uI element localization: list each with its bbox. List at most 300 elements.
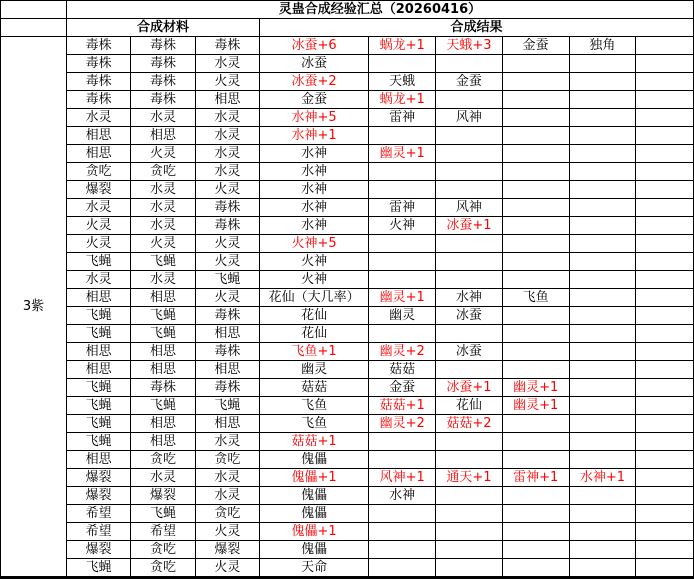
- material-cell[interactable]: 贪吃: [131, 559, 195, 577]
- table-row: [1, 397, 694, 415]
- result-cell[interactable]: [636, 253, 694, 271]
- result-cell[interactable]: [502, 361, 569, 379]
- result-cell[interactable]: 飞鱼+1: [260, 343, 369, 361]
- result-cell[interactable]: 幽灵+1: [369, 289, 436, 307]
- result-cell[interactable]: [569, 487, 635, 505]
- material-cell[interactable]: 贪吃: [131, 541, 195, 559]
- material-cell[interactable]: 毒株: [131, 379, 195, 397]
- table-row: [1, 145, 694, 163]
- material-cell[interactable]: 毒株: [195, 199, 259, 217]
- result-cell[interactable]: [502, 523, 569, 541]
- material-cell[interactable]: 飞蝇: [131, 397, 195, 415]
- material-cell[interactable]: 水灵: [131, 199, 195, 217]
- result-cell[interactable]: 水神+1: [569, 469, 635, 487]
- material-cell[interactable]: 相思: [195, 361, 259, 379]
- table-row: [1, 235, 694, 253]
- result-cell[interactable]: 冰蚕+6: [260, 37, 369, 55]
- result-cell[interactable]: [636, 271, 694, 289]
- material-cell[interactable]: 爆裂: [66, 469, 130, 487]
- material-cell[interactable]: 相思: [131, 415, 195, 433]
- result-cell[interactable]: 菇菇: [369, 361, 436, 379]
- result-cell[interactable]: [569, 379, 635, 397]
- result-cell[interactable]: [569, 523, 635, 541]
- result-cell[interactable]: 火神+5: [260, 235, 369, 253]
- material-cell[interactable]: 火灵: [195, 73, 259, 91]
- material-cell[interactable]: 相思: [66, 127, 130, 145]
- result-cell[interactable]: [569, 559, 635, 577]
- result-cell[interactable]: 菇菇+2: [436, 415, 502, 433]
- result-cell[interactable]: [636, 487, 694, 505]
- result-cell[interactable]: [436, 541, 502, 559]
- result-cell[interactable]: 雷神: [369, 109, 436, 127]
- material-cell[interactable]: 希望: [66, 505, 130, 523]
- material-cell[interactable]: 水灵: [131, 109, 195, 127]
- material-cell[interactable]: 爆裂: [66, 541, 130, 559]
- material-cell[interactable]: 相思: [131, 343, 195, 361]
- corner-cell[interactable]: [1, 1, 67, 19]
- result-cell[interactable]: [436, 487, 502, 505]
- material-cell[interactable]: 水灵: [195, 55, 259, 73]
- result-cell[interactable]: [502, 415, 569, 433]
- material-cell[interactable]: 水灵: [195, 469, 259, 487]
- result-cell[interactable]: 水神: [260, 217, 369, 235]
- result-cell[interactable]: [636, 235, 694, 253]
- result-cell[interactable]: 蜗龙+1: [369, 37, 436, 55]
- result-cell[interactable]: [569, 451, 635, 469]
- table-row: [1, 253, 694, 271]
- result-cell[interactable]: 菇菇: [260, 379, 369, 397]
- material-cell[interactable]: 水灵: [195, 433, 259, 451]
- result-cell[interactable]: [569, 91, 635, 109]
- result-cell[interactable]: 蜗龙+1: [369, 91, 436, 109]
- result-cell[interactable]: [569, 361, 635, 379]
- result-cell[interactable]: [636, 109, 694, 127]
- result-cell[interactable]: [502, 199, 569, 217]
- result-cell[interactable]: [369, 271, 436, 289]
- result-cell[interactable]: [636, 217, 694, 235]
- material-cell[interactable]: 水灵: [131, 469, 195, 487]
- result-cell[interactable]: [502, 541, 569, 559]
- result-cell[interactable]: 天蛾+3: [436, 37, 502, 55]
- result-cell[interactable]: [502, 253, 569, 271]
- result-cell[interactable]: [502, 163, 569, 181]
- table-row: [1, 523, 694, 541]
- result-cell[interactable]: [569, 127, 635, 145]
- result-cell[interactable]: [369, 505, 436, 523]
- result-cell[interactable]: [569, 163, 635, 181]
- result-cell[interactable]: [502, 505, 569, 523]
- result-cell[interactable]: 通天+1: [436, 469, 502, 487]
- result-cell[interactable]: [636, 523, 694, 541]
- material-cell[interactable]: 希望: [131, 523, 195, 541]
- result-cell[interactable]: 水神: [369, 487, 436, 505]
- material-cell[interactable]: 相思: [195, 91, 259, 109]
- result-cell[interactable]: 幽灵+2: [369, 415, 436, 433]
- result-cell[interactable]: [436, 55, 502, 73]
- result-cell[interactable]: [369, 541, 436, 559]
- table-row: [1, 343, 694, 361]
- result-cell[interactable]: [636, 145, 694, 163]
- result-cell[interactable]: 水神: [260, 145, 369, 163]
- material-cell[interactable]: 贪吃: [131, 451, 195, 469]
- material-cell[interactable]: 相思: [131, 289, 195, 307]
- table-row: [1, 163, 694, 181]
- result-cell[interactable]: [636, 73, 694, 91]
- result-cell[interactable]: 飞鱼: [260, 397, 369, 415]
- material-cell[interactable]: 毒株: [131, 37, 195, 55]
- result-cell[interactable]: 冰蚕+1: [436, 379, 502, 397]
- result-cell[interactable]: [436, 559, 502, 577]
- result-cell[interactable]: [502, 235, 569, 253]
- result-cell[interactable]: [569, 325, 635, 343]
- result-cell[interactable]: [502, 433, 569, 451]
- material-cell[interactable]: 火灵: [131, 145, 195, 163]
- material-cell[interactable]: 飞蝇: [131, 325, 195, 343]
- material-cell[interactable]: 爆裂: [195, 541, 259, 559]
- table-row: [1, 307, 694, 325]
- material-cell[interactable]: 水灵: [66, 271, 130, 289]
- material-cell[interactable]: 飞蝇: [195, 397, 259, 415]
- result-cell[interactable]: [436, 523, 502, 541]
- material-cell[interactable]: 飞蝇: [131, 307, 195, 325]
- material-cell[interactable]: 火灵: [131, 235, 195, 253]
- table-row: [1, 91, 694, 109]
- material-cell[interactable]: 相思: [131, 433, 195, 451]
- result-cell[interactable]: [636, 343, 694, 361]
- material-cell[interactable]: 毒株: [195, 379, 259, 397]
- result-cell[interactable]: [436, 127, 502, 145]
- result-cell[interactable]: [502, 145, 569, 163]
- result-cell[interactable]: [569, 289, 635, 307]
- material-cell[interactable]: 爆裂: [66, 487, 130, 505]
- result-cell[interactable]: 花仙: [436, 397, 502, 415]
- table-row: [1, 469, 694, 487]
- material-cell[interactable]: 飞蝇: [66, 379, 130, 397]
- result-cell[interactable]: [569, 415, 635, 433]
- table-row: [1, 73, 694, 91]
- result-cell[interactable]: [436, 253, 502, 271]
- result-cell[interactable]: [636, 451, 694, 469]
- result-cell[interactable]: [636, 397, 694, 415]
- result-cell[interactable]: 水神+5: [260, 109, 369, 127]
- result-cell[interactable]: 金蚕: [260, 91, 369, 109]
- sheet-title[interactable]: 灵蛊合成经验汇总（20260416）: [66, 1, 693, 19]
- result-cell[interactable]: 飞鱼: [260, 415, 369, 433]
- result-cell[interactable]: [636, 289, 694, 307]
- table-row: [1, 433, 694, 451]
- result-cell[interactable]: [369, 253, 436, 271]
- result-cell[interactable]: [436, 451, 502, 469]
- table-row: [1, 559, 694, 577]
- result-cell[interactable]: 幽灵+1: [502, 397, 569, 415]
- result-cell[interactable]: 火神: [369, 217, 436, 235]
- corner-cell-2[interactable]: [1, 19, 67, 37]
- result-cell[interactable]: 金蚕: [369, 379, 436, 397]
- result-cell[interactable]: 傀儡: [260, 541, 369, 559]
- material-cell[interactable]: 火灵: [195, 289, 259, 307]
- material-cell[interactable]: 贪吃: [195, 451, 259, 469]
- result-cell[interactable]: 幽灵+2: [369, 343, 436, 361]
- result-cell[interactable]: [636, 379, 694, 397]
- material-cell[interactable]: 水灵: [131, 271, 195, 289]
- material-cell[interactable]: 相思: [195, 415, 259, 433]
- result-cell[interactable]: [502, 325, 569, 343]
- material-cell[interactable]: 飞蝇: [66, 433, 130, 451]
- material-cell[interactable]: 毒株: [195, 307, 259, 325]
- result-cell[interactable]: 水神: [260, 181, 369, 199]
- material-cell[interactable]: 相思: [66, 289, 130, 307]
- material-cell[interactable]: 相思: [131, 127, 195, 145]
- material-cell[interactable]: 飞蝇: [66, 559, 130, 577]
- material-cell[interactable]: 水灵: [195, 145, 259, 163]
- material-cell[interactable]: 毒株: [131, 73, 195, 91]
- result-cell[interactable]: [569, 307, 635, 325]
- result-cell[interactable]: [502, 451, 569, 469]
- result-cell[interactable]: [436, 271, 502, 289]
- result-cell[interactable]: [569, 271, 635, 289]
- result-cell[interactable]: [502, 307, 569, 325]
- material-cell[interactable]: 希望: [66, 523, 130, 541]
- material-cell[interactable]: 飞蝇: [66, 307, 130, 325]
- result-cell[interactable]: 水神: [260, 199, 369, 217]
- result-cell[interactable]: 冰蚕: [436, 343, 502, 361]
- result-cell[interactable]: [436, 325, 502, 343]
- result-cell[interactable]: [436, 235, 502, 253]
- material-cell[interactable]: 毒株: [195, 343, 259, 361]
- result-cell[interactable]: 幽灵: [260, 361, 369, 379]
- material-cell[interactable]: 毒株: [195, 217, 259, 235]
- table-row: [1, 181, 694, 199]
- result-cell[interactable]: [636, 127, 694, 145]
- result-cell[interactable]: [569, 505, 635, 523]
- result-cell[interactable]: [369, 523, 436, 541]
- material-cell[interactable]: 火灵: [195, 253, 259, 271]
- result-cell[interactable]: 花仙（大几率）: [260, 289, 369, 307]
- result-cell[interactable]: [636, 433, 694, 451]
- result-cell[interactable]: 冰蚕+1: [436, 217, 502, 235]
- material-cell[interactable]: 毒株: [66, 91, 130, 109]
- result-cell[interactable]: 傀儡+1: [260, 469, 369, 487]
- material-cell[interactable]: 水灵: [195, 127, 259, 145]
- material-cell[interactable]: 飞蝇: [131, 253, 195, 271]
- result-cell[interactable]: [502, 217, 569, 235]
- result-cell[interactable]: 天蛾: [369, 73, 436, 91]
- result-cell[interactable]: 独角: [569, 37, 635, 55]
- result-cell[interactable]: [369, 559, 436, 577]
- material-cell[interactable]: 水灵: [66, 109, 130, 127]
- result-cell[interactable]: 傀儡: [260, 487, 369, 505]
- result-cell[interactable]: [636, 505, 694, 523]
- header-materials[interactable]: 合成材料: [66, 19, 259, 37]
- result-cell[interactable]: [436, 505, 502, 523]
- material-cell[interactable]: 毒株: [66, 37, 130, 55]
- result-cell[interactable]: 冰蚕+2: [260, 73, 369, 91]
- result-cell[interactable]: [636, 181, 694, 199]
- material-cell[interactable]: 相思: [66, 343, 130, 361]
- result-cell[interactable]: [502, 343, 569, 361]
- material-cell[interactable]: 爆裂: [66, 181, 130, 199]
- result-cell[interactable]: 傀儡: [260, 451, 369, 469]
- result-cell[interactable]: [569, 181, 635, 199]
- material-cell[interactable]: 贪吃: [195, 505, 259, 523]
- result-cell[interactable]: [636, 37, 694, 55]
- material-cell[interactable]: 火灵: [195, 235, 259, 253]
- result-cell[interactable]: [369, 451, 436, 469]
- material-cell[interactable]: 相思: [195, 325, 259, 343]
- material-cell[interactable]: 毒株: [131, 91, 195, 109]
- result-cell[interactable]: [636, 199, 694, 217]
- material-cell[interactable]: 火灵: [66, 235, 130, 253]
- result-cell[interactable]: 雷神+1: [502, 469, 569, 487]
- material-cell[interactable]: 相思: [131, 361, 195, 379]
- result-cell[interactable]: [569, 433, 635, 451]
- result-cell[interactable]: 风神: [436, 199, 502, 217]
- material-cell[interactable]: 火灵: [66, 217, 130, 235]
- result-cell[interactable]: [569, 145, 635, 163]
- result-cell[interactable]: [569, 73, 635, 91]
- result-cell[interactable]: [502, 559, 569, 577]
- result-cell[interactable]: [502, 109, 569, 127]
- result-cell[interactable]: [636, 307, 694, 325]
- result-cell[interactable]: [436, 433, 502, 451]
- result-cell[interactable]: 花仙: [260, 307, 369, 325]
- result-cell[interactable]: [502, 55, 569, 73]
- result-cell[interactable]: [569, 55, 635, 73]
- result-cell[interactable]: [502, 271, 569, 289]
- material-cell[interactable]: 飞蝇: [195, 271, 259, 289]
- result-cell[interactable]: 雷神: [369, 199, 436, 217]
- material-cell[interactable]: 飞蝇: [66, 415, 130, 433]
- material-cell[interactable]: 爆裂: [131, 487, 195, 505]
- result-cell[interactable]: [369, 325, 436, 343]
- result-cell[interactable]: 水神: [260, 163, 369, 181]
- result-cell[interactable]: [369, 163, 436, 181]
- result-cell[interactable]: [636, 163, 694, 181]
- material-cell[interactable]: 毒株: [131, 55, 195, 73]
- result-cell[interactable]: 菇菇+1: [260, 433, 369, 451]
- result-cell[interactable]: 火神: [260, 271, 369, 289]
- result-cell[interactable]: [636, 91, 694, 109]
- result-cell[interactable]: 金蚕: [436, 73, 502, 91]
- result-cell[interactable]: 水神+1: [260, 127, 369, 145]
- material-cell[interactable]: 水灵: [195, 109, 259, 127]
- result-cell[interactable]: [369, 55, 436, 73]
- result-cell[interactable]: [636, 361, 694, 379]
- result-cell[interactable]: [502, 91, 569, 109]
- result-cell[interactable]: [569, 235, 635, 253]
- result-cell[interactable]: [569, 343, 635, 361]
- result-cell[interactable]: [569, 397, 635, 415]
- material-cell[interactable]: 水灵: [66, 199, 130, 217]
- result-cell[interactable]: 金蚕: [502, 37, 569, 55]
- material-cell[interactable]: 火灵: [195, 523, 259, 541]
- result-cell[interactable]: 天命: [260, 559, 369, 577]
- material-cell[interactable]: 飞蝇: [66, 253, 130, 271]
- result-cell[interactable]: [436, 361, 502, 379]
- result-cell[interactable]: [502, 73, 569, 91]
- result-cell[interactable]: [636, 559, 694, 577]
- table-row: [1, 415, 694, 433]
- material-cell[interactable]: 水灵: [131, 181, 195, 199]
- result-cell[interactable]: [569, 541, 635, 559]
- material-cell[interactable]: 贪吃: [131, 163, 195, 181]
- result-cell[interactable]: [569, 253, 635, 271]
- result-cell[interactable]: 风神: [436, 109, 502, 127]
- table-row: [1, 487, 694, 505]
- result-cell[interactable]: [369, 181, 436, 199]
- material-cell[interactable]: 毒株: [66, 73, 130, 91]
- table-row: [1, 289, 694, 307]
- material-cell[interactable]: 毒株: [66, 55, 130, 73]
- result-cell[interactable]: 菇菇+1: [369, 397, 436, 415]
- result-cell[interactable]: [436, 181, 502, 199]
- table-row: [1, 55, 694, 73]
- result-cell[interactable]: [636, 415, 694, 433]
- result-cell[interactable]: [369, 235, 436, 253]
- result-cell[interactable]: [502, 181, 569, 199]
- result-cell[interactable]: [636, 541, 694, 559]
- material-cell[interactable]: 水灵: [195, 163, 259, 181]
- result-cell[interactable]: [569, 199, 635, 217]
- result-cell[interactable]: 幽灵+1: [502, 379, 569, 397]
- material-cell[interactable]: 飞蝇: [66, 397, 130, 415]
- result-cell[interactable]: [502, 127, 569, 145]
- result-cell[interactable]: [436, 91, 502, 109]
- material-cell[interactable]: 水灵: [131, 217, 195, 235]
- result-cell[interactable]: 花仙: [260, 325, 369, 343]
- result-cell[interactable]: [369, 433, 436, 451]
- result-cell[interactable]: 幽灵+1: [369, 145, 436, 163]
- material-cell[interactable]: 水灵: [195, 487, 259, 505]
- result-cell[interactable]: [636, 469, 694, 487]
- table-row: [1, 271, 694, 289]
- material-cell[interactable]: 飞蝇: [131, 505, 195, 523]
- bottom-border: [0, 577, 694, 579]
- tier-label-cell[interactable]: 3紫: [1, 37, 67, 577]
- material-cell[interactable]: 相思: [66, 361, 130, 379]
- material-cell[interactable]: 相思: [66, 145, 130, 163]
- result-cell[interactable]: 傀儡: [260, 505, 369, 523]
- result-cell[interactable]: 火神: [260, 253, 369, 271]
- material-cell[interactable]: 相思: [66, 451, 130, 469]
- table-row: [1, 217, 694, 235]
- result-cell[interactable]: 风神+1: [369, 469, 436, 487]
- result-cell[interactable]: 傀儡+1: [260, 523, 369, 541]
- result-cell[interactable]: [569, 217, 635, 235]
- result-cell[interactable]: [369, 127, 436, 145]
- material-cell[interactable]: 火灵: [195, 181, 259, 199]
- result-cell[interactable]: [569, 109, 635, 127]
- result-cell[interactable]: 水神: [436, 289, 502, 307]
- result-cell[interactable]: 冰蚕: [436, 307, 502, 325]
- material-cell[interactable]: 毒株: [195, 37, 259, 55]
- result-cell[interactable]: 幽灵: [369, 307, 436, 325]
- material-cell[interactable]: 飞蝇: [66, 325, 130, 343]
- table-row: [1, 361, 694, 379]
- result-cell[interactable]: [636, 55, 694, 73]
- result-cell[interactable]: 飞鱼: [502, 289, 569, 307]
- result-cell[interactable]: [436, 145, 502, 163]
- header-results[interactable]: 合成结果: [260, 19, 694, 37]
- result-cell[interactable]: [436, 163, 502, 181]
- material-cell[interactable]: 贪吃: [66, 163, 130, 181]
- result-cell[interactable]: [636, 325, 694, 343]
- table-row: [1, 325, 694, 343]
- table-row: [1, 451, 694, 469]
- result-cell[interactable]: [502, 487, 569, 505]
- result-cell[interactable]: 冰蚕: [260, 55, 369, 73]
- material-cell[interactable]: 火灵: [195, 559, 259, 577]
